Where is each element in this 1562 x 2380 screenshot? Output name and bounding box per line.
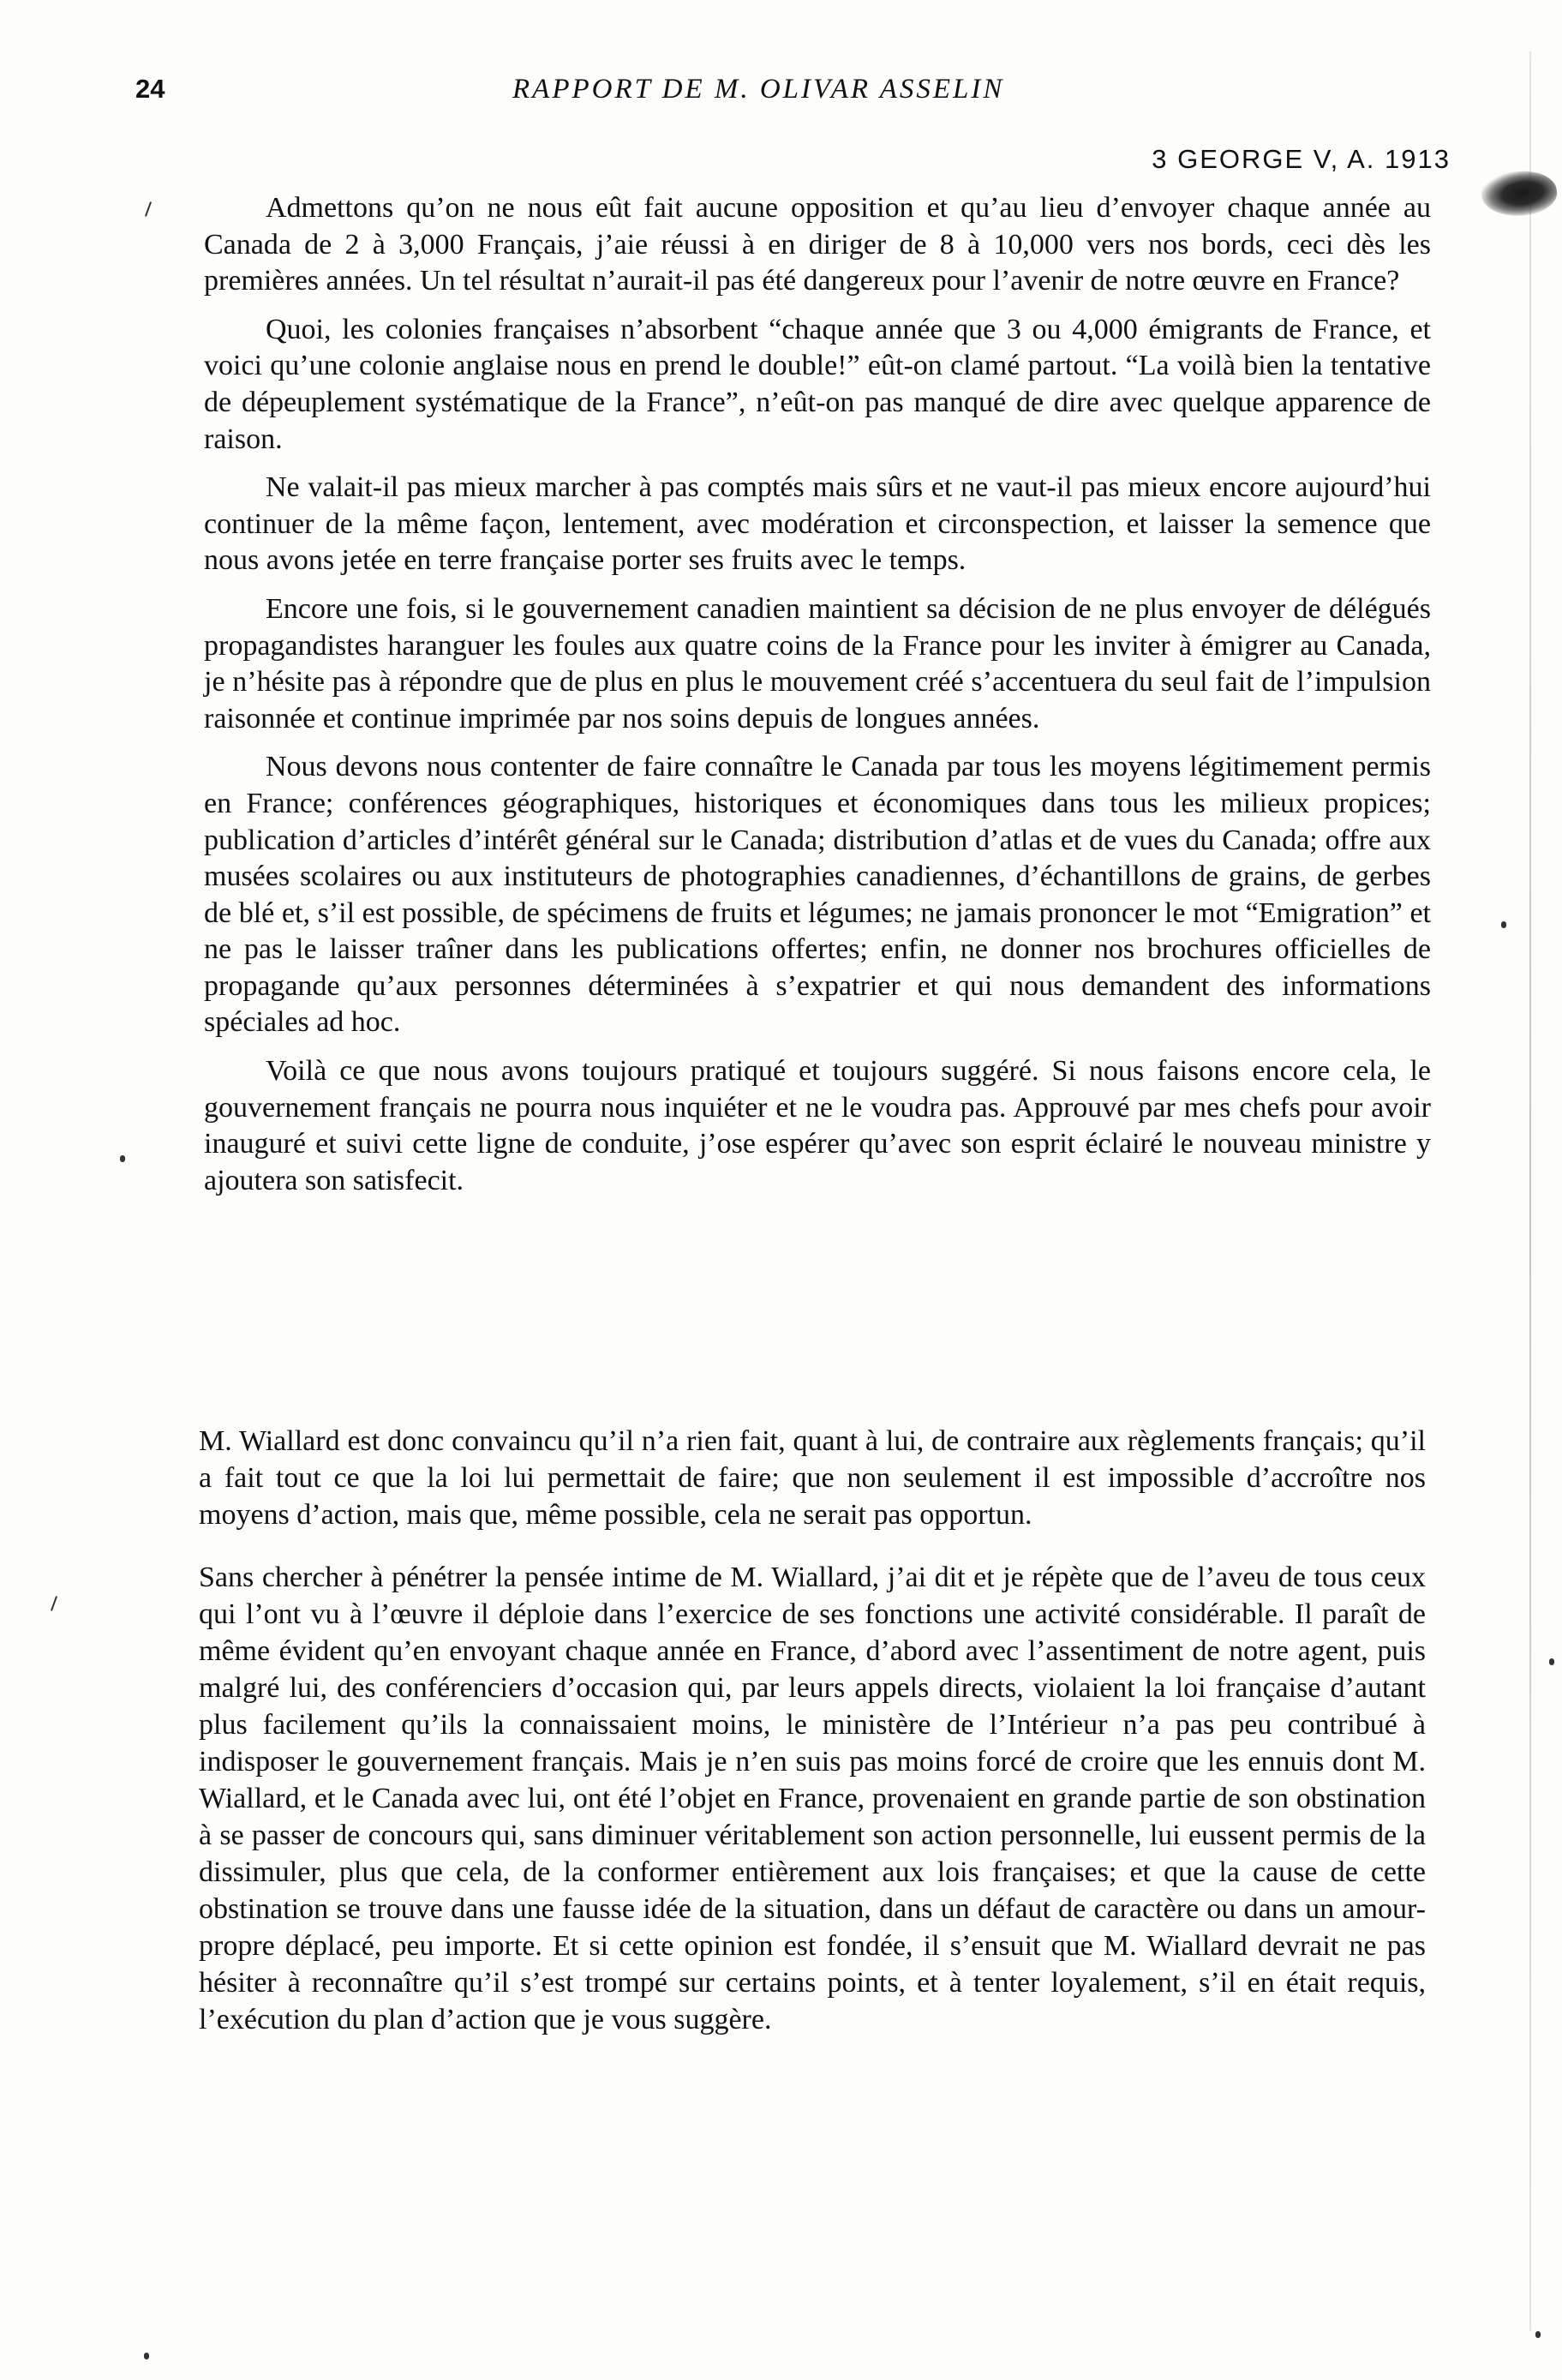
quoted-paragraph: Voilà ce que nous avons toujours pratiqué et toujours suggéré. Si nous faisons encore cela, le gouvernement français ne pourra nous inquiéter et ne le voudra pas. Approuvé par mes chefs pour avoir inauguré et suivi cette ligne de conduite, j’ose espérer qu’avec son esprit éclairé le nouveau ministre y ajoutera son satisfecit. — [204, 1055, 1431, 1196]
quoted-letter — [204, 190, 1431, 1211]
ink-blot — [1479, 166, 1559, 221]
report-body — [199, 1423, 1426, 2064]
margin-mark — [1535, 2331, 1541, 2338]
margin-mark — [1501, 921, 1506, 928]
running-title: RAPPORT DE M. OLIVAR ASSELIN — [512, 74, 1005, 105]
quoted-paragraph: Nous devons nous contenter de faire connaître le Canada par tous les moyens légitimement permis en France; conférences géographiques, historiques et économiques dans tous les milieux propices; publication d’articles d’intérêt général sur le Canada; distribution d’atlas et de vues du Canada; offre aux musées scolaires ou aux instituteurs de photographies canadiennes, d’échantillons de grains, de gerbes de blé et, s’il est possible, de spécimens de fruits et légumes; ne jamais prononcer le mot “Emigration” et ne pas le laisser traîner dans les publications offertes; enfin, ne donner nos brochures officielles de propagande qu’aux personnes déterminées à s’expatrier et qui nous demandent des informations spéciales ad hoc. — [204, 751, 1431, 1039]
body-paragraph: Sans chercher à pénétrer la pensée intime de M. Wiallard, j’ai dit et je répète que de l’aveu de tous ceux qui l’ont vu à l’œuvre il déploie dans l’exercice de ses fonctions une activité considérable. Il paraît de même évident qu’en envoyant chaque année en France, d’abord avec l’assentiment de notre agent, puis malgré lui, des conférenciers d’occasion qui, par leurs appels directs, violaient la loi française d’autant plus facilement qu’ils la connaissaient moins, le ministère de l’Intérieur n’a pas peu contribué à indisposer le gouvernement français. Mais je n’en suis pas moins forcé de croire que les ennuis dont M. Wiallard, et le Canada avec lui, ont été l’objet en France, provenaient en grande partie de son obstination à se passer de concours qui, sans diminuer véritablement son action personnelle, lui eussent permis de la dissimuler, plus que cela, de la conformer entièrement aux lois françaises; et que la cause de cette obstination se trouve dans une fausse idée de la situation, dans un défaut de caractère ou dans un amour-propre déplacé, peu importe. Et si cette opinion est fondée, il s’ensuit que M. Wiallard devrait ne pas hésiter à reconnaître qu’il s’est trompé sur certains points, et à tenter loyalement, s’il en était requis, l’exécution du plan d’action que je vous suggère. — [199, 1562, 1426, 2035]
quoted-paragraph: Encore une fois, si le gouvernement canadien maintient sa décision de ne plus envoyer de délégués propagandistes haranguer les foules aux quatre coins de la France pour les inviter à émigrer au Canada, je n’hésite pas à répondre que de plus en plus le mouvement créé s’accentuera du seul fait de l’impulsion raisonnée et continue imprimée par nos soins depuis de longues années. — [204, 592, 1431, 734]
scan-edge-shadow — [1529, 51, 1531, 2331]
margin-mark — [51, 1596, 57, 1611]
session-reference: 3 GEORGE V, A. 1913 — [1152, 144, 1451, 174]
quoted-paragraph: Ne valait-il pas mieux marcher à pas comptés mais sûrs et ne vaut-il pas mieux encore aujourd’hui continuer de la même façon, lentement, avec modération et circonspection, et laisser la semence que nous avons jetée en terre française porter ses fruits avec le temps. — [204, 471, 1431, 577]
margin-mark — [144, 2353, 149, 2359]
margin-mark — [145, 201, 152, 217]
page-number: 24 — [135, 74, 165, 104]
margin-mark — [120, 1155, 125, 1162]
page-header — [135, 74, 1472, 125]
quoted-paragraph: Quoi, les colonies françaises n’absorbent “chaque année que 3 ou 4,000 émigrants de France, et voici qu’une colonie anglaise nous en prend le double!” eût-on clamé partout. “La voilà bien la tentative de dépeuplement systématique de la France”, n’eût-on pas manqué de dire avec quelque apparence de raison. — [204, 313, 1431, 455]
quoted-paragraph: Admettons qu’on ne nous eût fait aucune opposition et qu’au lieu d’envoyer chaque année au Canada de 2 à 3,000 Français, j’aie réussi à en diriger de 8 à 10,000 vers nos bords, ceci dès les premières années. Un tel résultat n’aurait-il pas été dangereux pour l’avenir de notre œuvre en France? — [204, 192, 1431, 297]
margin-mark — [1549, 1658, 1554, 1665]
body-paragraph: M. Wiallard est donc convaincu qu’il n’a rien fait, quant à lui, de contraire aux règlements français; qu’il a fait tout ce que la loi lui permettait de faire; que non seulement il est impossible d’accroître nos moyens d’action, mais que, même possible, cela ne serait pas opportun. — [199, 1425, 1426, 1531]
